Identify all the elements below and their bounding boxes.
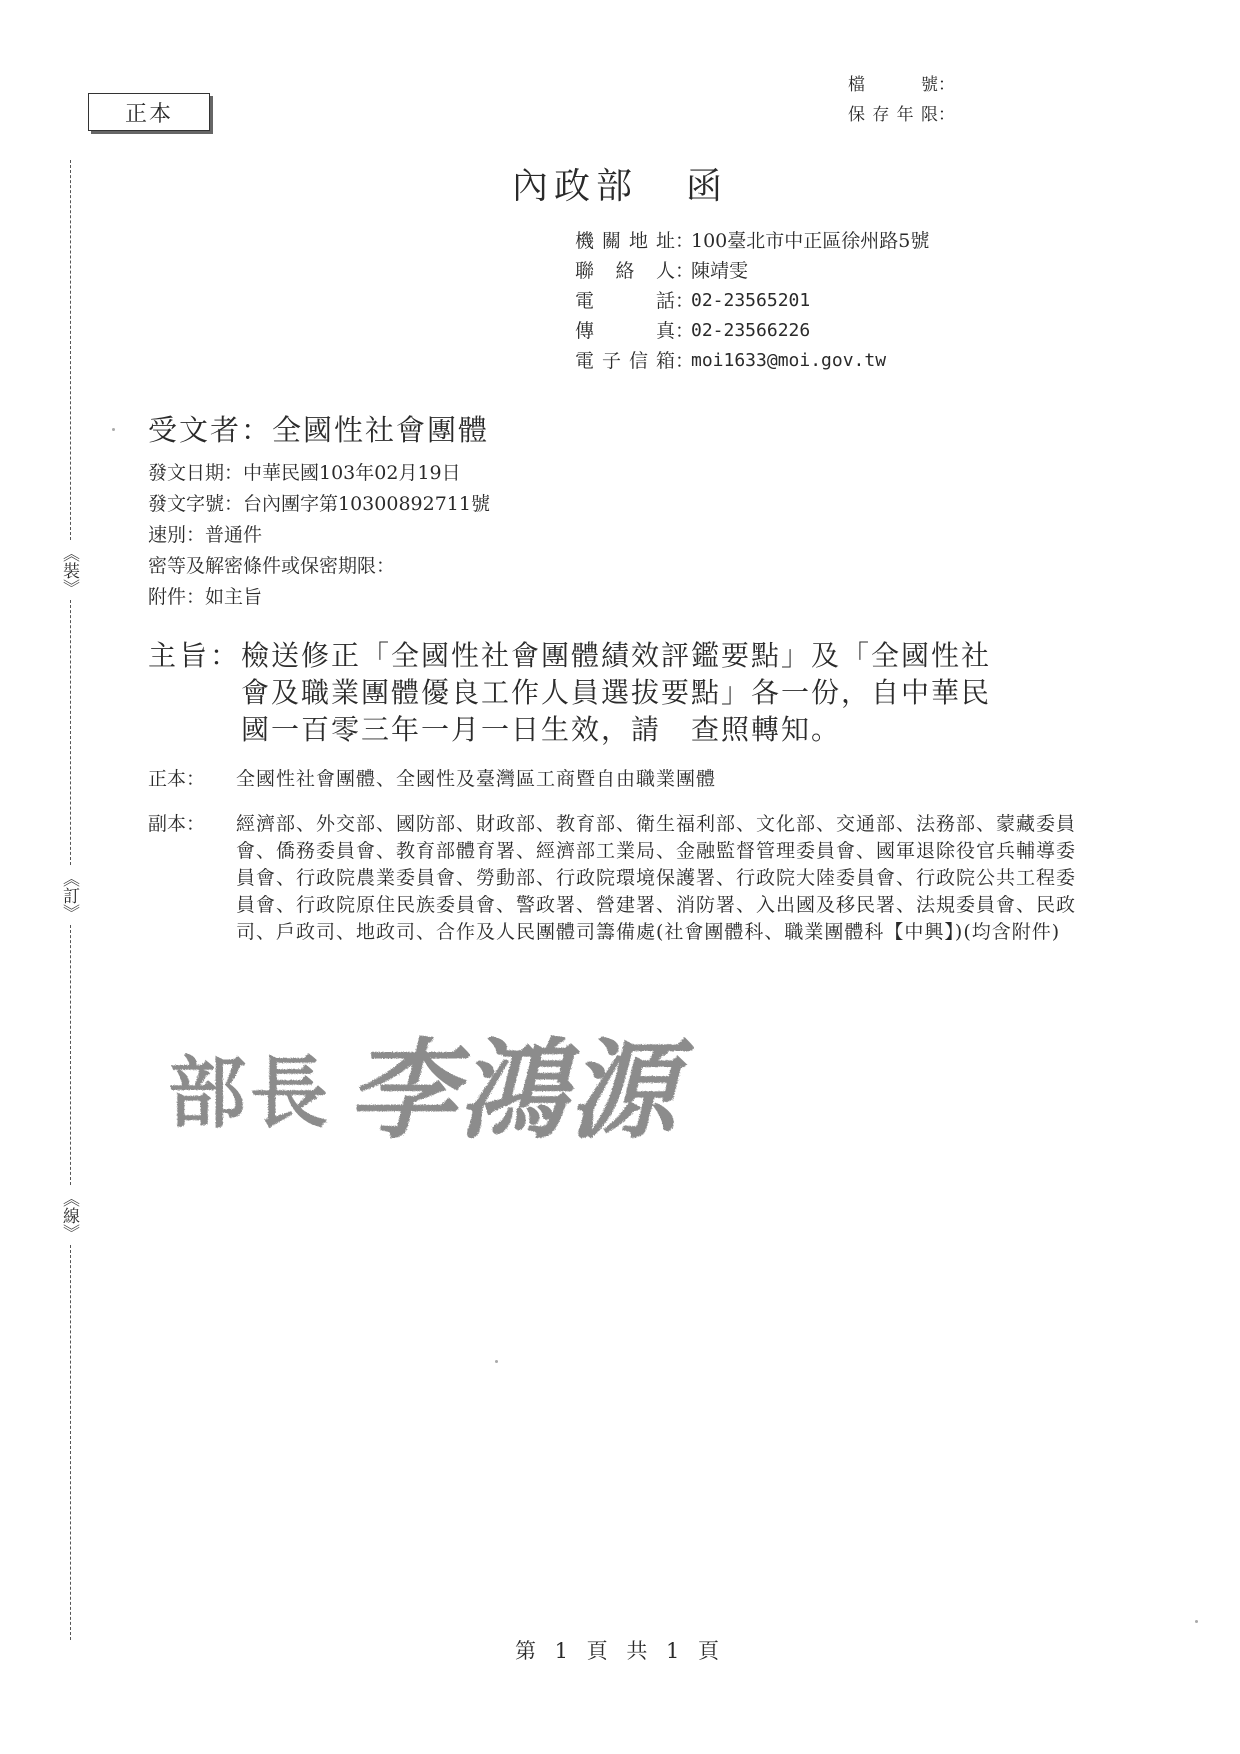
contact-value: moi1633@moi.gov.tw: [691, 350, 887, 371]
binding-line-segment: [70, 925, 71, 1185]
contact-label: 電 話: [575, 290, 675, 312]
secrecy-level: 密等及解密條件或保密期限：: [148, 555, 396, 577]
contact-row: 電子信箱 ： moi1633@moi.gov.tw: [575, 346, 929, 376]
issue-date: 發文日期：中華民國103年02月19日: [148, 462, 461, 484]
delivery-speed: 速別：普通件: [148, 524, 263, 546]
original-copy-box: [88, 93, 210, 131]
document-title: [0, 158, 1240, 209]
binding-mark-xian: 《線》: [60, 1190, 82, 1241]
retention-label: 保存年限: [848, 105, 938, 125]
contact-row: 傳 真 ： 02-23566226: [575, 316, 929, 346]
minister-signature-stamp: [168, 1010, 748, 1154]
contact-label: 機關地址: [575, 230, 675, 252]
subject-text: [241, 637, 991, 748]
original-recipients-label: 正本：: [148, 768, 206, 790]
copy-recipients-text: 經濟部、外交部、國防部、財政部、教育部、衛生福利部、文化部、交通部、法務部、蒙藏委員會、僑務委員會、教育部體育署、經濟部工業局、金融監督管理委員會、國軍退除役官兵輔導委員會、行政院農業委員會、勞動部、行政院環境保護署、行政院大陸委員會、行政院公共工程委員會、行政院原住民族委員會、警政署、營建署、消防署、入出國及移民署、法規委員會、民政司、戶政司、地政司、合作及人民團體司籌備處(社會團體科、職業團體科【中興】)(均含附件): [236, 813, 1077, 943]
page-number: 第 1 頁 共 1 頁: [514, 1639, 726, 1663]
contact-value: 02-23566226: [691, 320, 811, 341]
recipient-line: 受文者：全國性社會團體: [148, 413, 490, 447]
scan-speck: [1195, 1620, 1198, 1623]
file-number-label: 檔 號: [848, 75, 938, 95]
scan-speck: [495, 1360, 498, 1363]
signature-image: [168, 1010, 748, 1150]
subject-line: 會及職業團體優良工作人員選拔要點」各一份，自中華民: [241, 676, 992, 709]
binding-line-segment: [70, 600, 71, 865]
contact-row: 聯 絡 人 ： 陳靖雯: [575, 256, 929, 286]
contact-row: 機關地址 ： 100臺北市中正區徐州路5號: [575, 226, 929, 256]
subject-label: 主旨：: [148, 639, 242, 672]
file-number-colon: ：: [938, 75, 955, 95]
document-meta: [148, 458, 490, 613]
retention-colon: ：: [938, 105, 955, 125]
signature-title-glyphs: 部長: [168, 1048, 333, 1139]
file-info: [848, 70, 955, 130]
copy-recipients-label: 副本：: [148, 813, 206, 835]
file-number-row: [848, 70, 955, 100]
copy-recipients: [148, 811, 1088, 946]
contact-block: [575, 226, 929, 376]
contact-label: 電子信箱: [575, 350, 675, 372]
original-recipients: [148, 766, 1088, 793]
subject-block: [148, 637, 1098, 748]
contact-label: 聯 絡 人: [575, 260, 675, 282]
original-recipients-text: 全國性社會團體、全國性及臺灣區工商暨自由職業團體: [236, 768, 717, 790]
binding-mark-ding: 《訂》: [60, 870, 82, 921]
subject-line: 國一百零三年一月一日生效，請 查照轉知。: [241, 713, 842, 746]
issuing-agency: 內政部: [511, 166, 638, 207]
binding-line-segment: [70, 160, 71, 540]
binding-line-segment: [70, 1245, 71, 1640]
contact-row: 電 話 ： 02-23565201: [575, 286, 929, 316]
document-type: 函: [686, 166, 729, 207]
signature-name-glyphs: 李鴻源: [348, 1028, 679, 1150]
original-copy-label: 正本: [124, 101, 173, 127]
attachment-note: 附件：如主旨: [148, 586, 263, 608]
subject-line: 檢送修正「全國性社會團體績效評鑑要點」及「全國性社: [241, 639, 992, 672]
scan-speck: [112, 428, 115, 431]
retention-row: [848, 100, 955, 130]
contact-label: 傳 真: [575, 320, 675, 342]
contact-value: 陳靖雯: [691, 260, 749, 282]
contact-value: 02-23565201: [691, 290, 811, 311]
contact-value: 100臺北市中正區徐州路5號: [691, 230, 930, 252]
document-number: 發文字號：台內團字第10300892711號: [148, 493, 490, 515]
binding-mark-zhuang: 《裝》: [60, 545, 82, 596]
